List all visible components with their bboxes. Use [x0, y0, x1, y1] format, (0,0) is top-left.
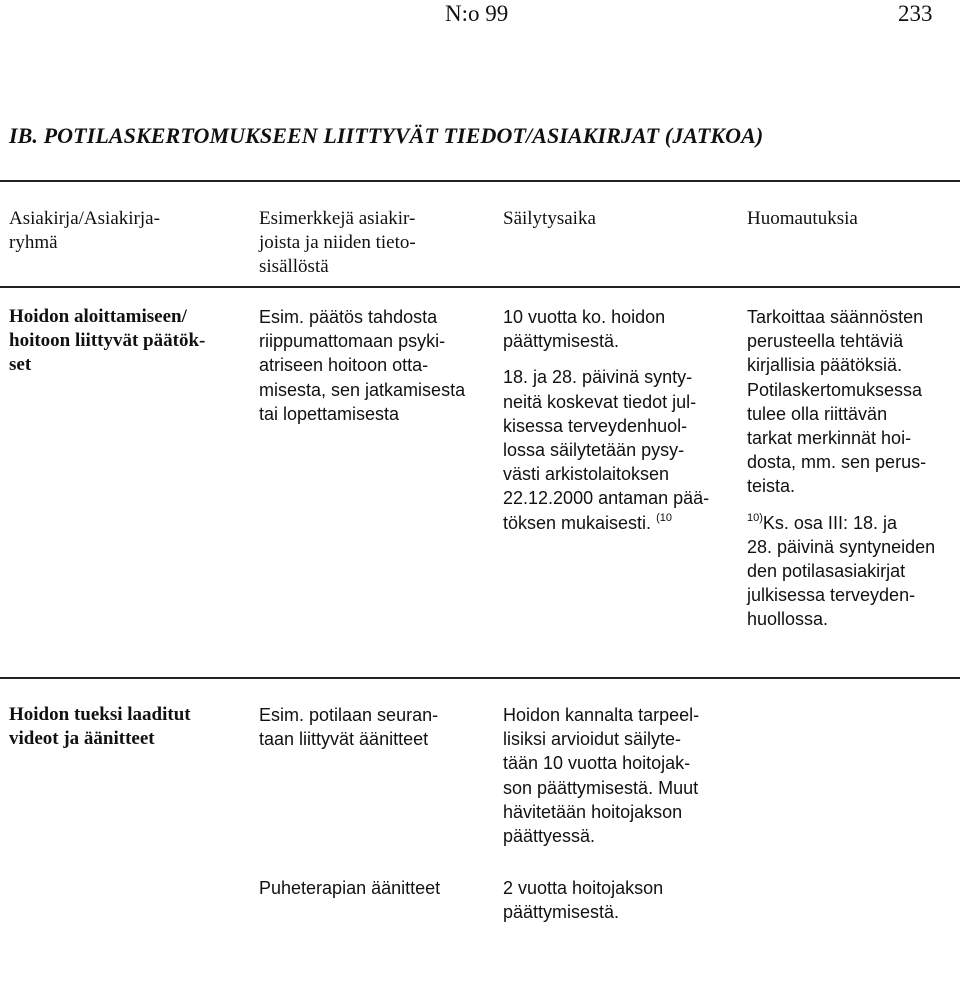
- text-line: västi arkistolaitoksen: [503, 464, 670, 485]
- text-line: 28. päivinä syntyneiden: [747, 536, 936, 557]
- text-line: päättymisestä.: [503, 902, 620, 923]
- header-line: joista ja niiden tieto-: [259, 232, 416, 253]
- text-line: päättymisestä.: [503, 331, 620, 352]
- row3-examples: [259, 876, 499, 900]
- table-top-rule: [0, 180, 960, 182]
- header-line: Asiakirja/Asiakirja-: [9, 208, 160, 229]
- text-line: teista.: [747, 476, 796, 497]
- text-line: den potilasasiakirjat: [747, 561, 906, 582]
- header-document-number: N:o 99: [445, 1, 509, 26]
- header-line: ryhmä: [9, 232, 58, 253]
- column-header-examples: [259, 207, 494, 279]
- text-line: Hoidon tueksi laaditut: [9, 704, 191, 725]
- text-line: kirjallisia päätöksiä.: [747, 355, 903, 376]
- row1-retention: [503, 305, 743, 535]
- text-line: tarkat merkinnät hoi-: [747, 428, 912, 449]
- text-fragment: Ks. osa III: 18. ja: [762, 512, 897, 533]
- text-line: tään 10 vuotta hoitojak-: [503, 753, 691, 774]
- row1-document-type: [9, 305, 249, 377]
- text-line: videot ja äänitteet: [9, 728, 155, 749]
- text-line: Tarkoittaa säännösten: [747, 307, 924, 327]
- section-title: IB. POTILASKERTOMUKSEEN LIITTYVÄT TIEDOT/ASIAKIRJAT (JATKOA): [9, 123, 764, 148]
- text-line: 2 vuotta hoitojakson: [503, 878, 664, 898]
- text-line: riippumattomaan psyki-: [259, 331, 446, 352]
- text-line: Hoidon aloittamiseen/: [9, 306, 187, 327]
- text-line: set: [9, 354, 32, 375]
- text-line: misesta, sen jatkamisesta: [259, 379, 466, 400]
- row2-retention: [503, 703, 743, 848]
- text-line: hävitetään hoitojakson: [503, 801, 683, 822]
- header-line: sisällöstä: [259, 256, 329, 277]
- text-line: 18. ja 28. päivinä synty-: [503, 367, 693, 388]
- text-line: julkisessa terveyden-: [747, 585, 916, 606]
- row-rule: [0, 677, 960, 679]
- row2-document-type: [9, 703, 249, 751]
- text-line: tai lopettamisesta: [259, 403, 400, 424]
- header-line: Huomautuksia: [747, 208, 858, 229]
- row1-remarks: [747, 305, 960, 632]
- text-line: Hoidon kannalta tarpeel-: [503, 705, 700, 725]
- text-line: päättyessä.: [503, 826, 596, 847]
- text-line: [503, 511, 743, 535]
- text-line: atriseen hoitoon otta-: [259, 355, 429, 376]
- header-rule: [0, 286, 960, 288]
- text-line: perusteella tehtäviä: [747, 331, 904, 352]
- row2-examples: [259, 703, 499, 751]
- text-line: dosta, mm. sen perus-: [747, 452, 927, 473]
- column-header-document: [9, 207, 244, 255]
- text-line: neitä koskevat tiedot jul-: [503, 391, 697, 412]
- header-line: Säilytysaika: [503, 208, 596, 229]
- text-line: Potilaskertomuksessa: [747, 379, 923, 400]
- text-line: taan liittyvät äänitteet: [259, 729, 429, 750]
- header-line: Esimerkkejä asiakir-: [259, 208, 416, 229]
- text-line: Esim. päätös tahdosta: [259, 307, 438, 327]
- text-line: hoitoon liittyvät päätök-: [9, 330, 206, 351]
- header-page-number: 233: [898, 1, 933, 26]
- row1-examples: [259, 305, 499, 426]
- text-line: 22.12.2000 antaman pää-: [503, 488, 710, 509]
- column-header-retention: [503, 207, 738, 231]
- text-line: [747, 511, 960, 535]
- footnote-reference: (10: [656, 511, 672, 524]
- text-line: lossa säilytetään pysy-: [503, 440, 685, 461]
- text-line: son päättymisestä. Muut: [503, 777, 699, 798]
- row3-retention: [503, 876, 743, 924]
- text-fragment: töksen mukaisesti.: [503, 512, 652, 533]
- text-line: lisiksi arvioidut säilyte-: [503, 729, 682, 750]
- footnote-marker: 10): [747, 511, 763, 524]
- column-header-remarks: [747, 207, 957, 231]
- text-line: tulee olla riittävän: [747, 403, 888, 424]
- text-line: kisessa terveydenhuol-: [503, 415, 688, 436]
- text-line: huollossa.: [747, 609, 829, 630]
- text-line: Puheterapian äänitteet: [259, 878, 441, 898]
- text-line: Esim. potilaan seuran-: [259, 705, 439, 725]
- text-line: 10 vuotta ko. hoidon: [503, 307, 666, 327]
